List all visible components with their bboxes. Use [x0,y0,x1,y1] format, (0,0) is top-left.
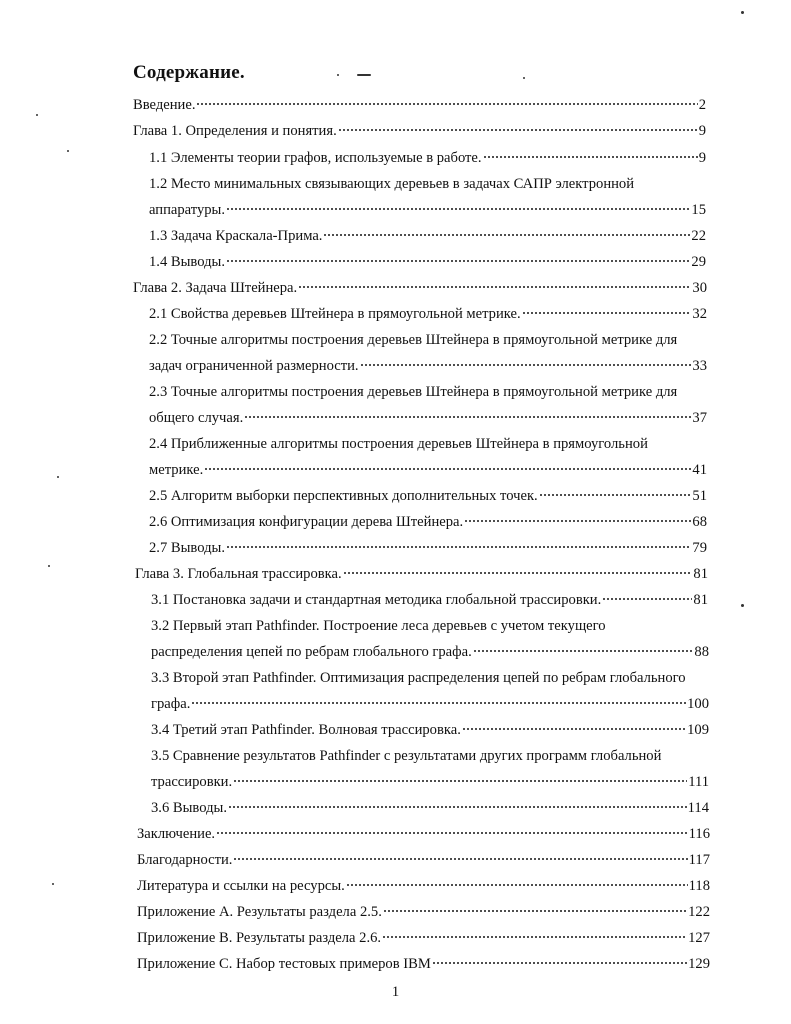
toc-entry-page: 100 [687,696,709,712]
scan-speck [741,604,744,607]
leader-dots [483,155,698,159]
leader-dots [338,128,698,132]
toc-entry-text: аппаратуры. [149,202,226,218]
toc-line [149,175,706,193]
toc-entry-text: 1.1 Элементы теории графов, используемые в работе. [149,150,482,166]
toc-entry-text: метрике. [149,462,204,478]
leader-dots [522,311,692,315]
toc-line [149,331,707,349]
toc-entry-text: 3.4 Третий этап Pathfinder. Волновая трассировка. [151,722,461,738]
toc-line [149,383,707,401]
toc-entry-text: Литература и ссылки на ресурсы. [137,878,345,894]
toc-entry-page: 15 [691,202,706,218]
toc-entry-text: 2.1 Свойства деревьев Штейнера в прямоугольной метрике. [149,306,521,322]
toc-line [135,565,708,583]
toc-entry-text: Приложение С. Набор тестовых примеров IBM [137,956,431,972]
toc-entry-text: графа. [151,696,191,712]
toc-entry-page: 30 [692,280,707,296]
toc-line [149,409,707,427]
toc-line [151,721,709,739]
toc-entry-text: 1.2 Место минимальных связывающих деревьев в задачах САПР электронной [149,176,635,192]
page-number: 1 [391,984,400,1000]
toc-entry-text: Приложение А. Результаты раздела 2.5. [137,904,382,920]
leader-dots [382,935,687,939]
toc-line [133,279,707,297]
scan-speck [357,74,371,76]
leader-dots [226,207,690,211]
leader-dots [233,857,687,861]
toc-entry-page: 68 [692,514,707,530]
toc-entry-page: 88 [694,644,709,660]
toc-entry-page: 109 [687,722,709,738]
toc-entry-text: 1.4 Выводы. [149,254,225,270]
toc-line [151,695,709,713]
scan-speck [36,114,38,116]
scan-speck [57,476,59,478]
leader-dots [228,805,687,809]
leader-dots [216,831,688,835]
toc-line [149,253,706,271]
toc-line [137,825,710,843]
toc-line [151,773,709,791]
leader-dots [323,233,690,237]
toc-line [151,617,708,635]
leader-dots [226,545,691,549]
toc-entry-text: Глава 2. Задача Штейнера. [133,280,298,296]
leader-dots [226,259,690,263]
toc-entry-page: 9 [698,123,706,139]
toc-entry-text: Глава 3. Глобальная трассировка. [135,566,342,582]
leader-dots [346,883,688,887]
toc-line [149,487,707,505]
scan-speck [52,883,54,885]
toc-line [151,643,709,661]
toc-line [137,929,710,947]
toc-entry-text: 2.2 Точные алгоритмы построения деревьев Штейнера в прямоугольной метрике для [149,332,678,348]
toc-entry-page: 51 [692,488,707,504]
toc-entry-text: Заключение. [137,826,216,842]
toc-entry-text: распределения цепей по ребрам глобального графа. [151,644,472,660]
scan-speck [337,74,339,76]
toc-entry-text: 3.1 Постановка задачи и стандартная методика глобальной трассировки. [151,592,602,608]
toc-entry-text: 2.7 Выводы. [149,540,225,556]
toc-entry-page: 118 [688,878,710,894]
leader-dots [360,363,692,367]
toc-line [149,305,707,323]
toc-line [149,461,707,479]
scan-speck [48,565,50,567]
leader-dots [196,102,697,106]
toc-line [149,539,707,557]
toc-line [151,591,708,609]
toc-entry-text: задач ограниченной размерности. [149,358,359,374]
toc-line [149,227,706,245]
toc-line [151,799,709,817]
toc-entry-page: 79 [692,540,707,556]
toc-entry-text: 2.4 Приближенные алгоритмы построения деревьев Штейнера в прямоугольной [149,436,648,452]
scan-speck [523,77,525,79]
toc-entry-page: 116 [688,826,710,842]
toc-entry-page: 122 [688,904,710,920]
scan-speck [741,11,744,14]
toc-entry-page: 111 [688,774,709,790]
toc-entry-page: 37 [692,410,707,426]
toc-entry-text: 3.3 Второй этап Pathfinder. Оптимизация распределения цепей по ребрам глобального [151,670,686,686]
toc-entry-text: 2.3 Точные алгоритмы построения деревьев Штейнера в прямоугольной метрике для [149,384,678,400]
leader-dots [383,909,687,913]
toc-line [137,903,710,921]
toc-entry-page: 32 [692,306,707,322]
toc-line [133,96,706,114]
scan-speck [67,150,69,152]
toc-entry-page: 81 [693,566,708,582]
toc-entry-page: 81 [693,592,708,608]
toc-entry-text: 3.5 Сравнение результатов Pathfinder с результатами других программ глобальной [151,748,662,764]
toc-title: Содержание. [133,62,245,83]
toc-line [149,357,707,375]
leader-dots [244,415,691,419]
leader-dots [191,701,686,705]
leader-dots [539,493,692,497]
toc-entry-text: 2.5 Алгоритм выборки перспективных дополнительных точек. [149,488,538,504]
toc-entry-page: 22 [691,228,706,244]
toc-entry-text: 3.2 Первый этап Pathfinder. Построение леса деревьев с учетом текущего [151,618,606,634]
toc-line [137,851,710,869]
toc-line [151,669,709,687]
toc-line [137,877,710,895]
toc-entry-page: 33 [692,358,707,374]
toc-line [149,149,706,167]
leader-dots [473,649,694,653]
toc-entry-text: общего случая. [149,410,244,426]
toc-entry-text: Глава 1. Определения и понятия. [133,123,337,139]
toc-entry-page: 127 [688,930,710,946]
leader-dots [233,779,687,783]
toc-entry-text: 2.6 Оптимизация конфигурации дерева Штейнера. [149,514,464,530]
toc-entry-text: Приложение В. Результаты раздела 2.6. [137,930,382,946]
leader-dots [602,597,692,601]
toc-entry-text: Благодарности. [137,852,233,868]
toc-line [151,747,709,765]
toc-line [149,201,706,219]
leader-dots [432,961,687,965]
toc-entry-page: 9 [698,150,706,166]
leader-dots [204,467,691,471]
toc-line [149,513,707,531]
toc-entry-text: 3.6 Выводы. [151,800,227,816]
toc-line [133,122,706,140]
toc-entry-page: 2 [698,97,706,113]
toc-entry-page: 41 [692,462,707,478]
toc-entry-page: 117 [688,852,710,868]
leader-dots [298,285,691,289]
toc-entry-text: Введение. [133,97,196,113]
toc-line [137,955,710,973]
toc-entry-page: 129 [688,956,710,972]
leader-dots [462,727,686,731]
toc-line [149,435,707,453]
toc-entry-page: 29 [691,254,706,270]
toc-entry-text: трассировки. [151,774,233,790]
toc-entry-page: 114 [687,800,709,816]
toc-entry-text: 1.3 Задача Краскала-Прима. [149,228,323,244]
leader-dots [464,519,691,523]
leader-dots [343,571,693,575]
